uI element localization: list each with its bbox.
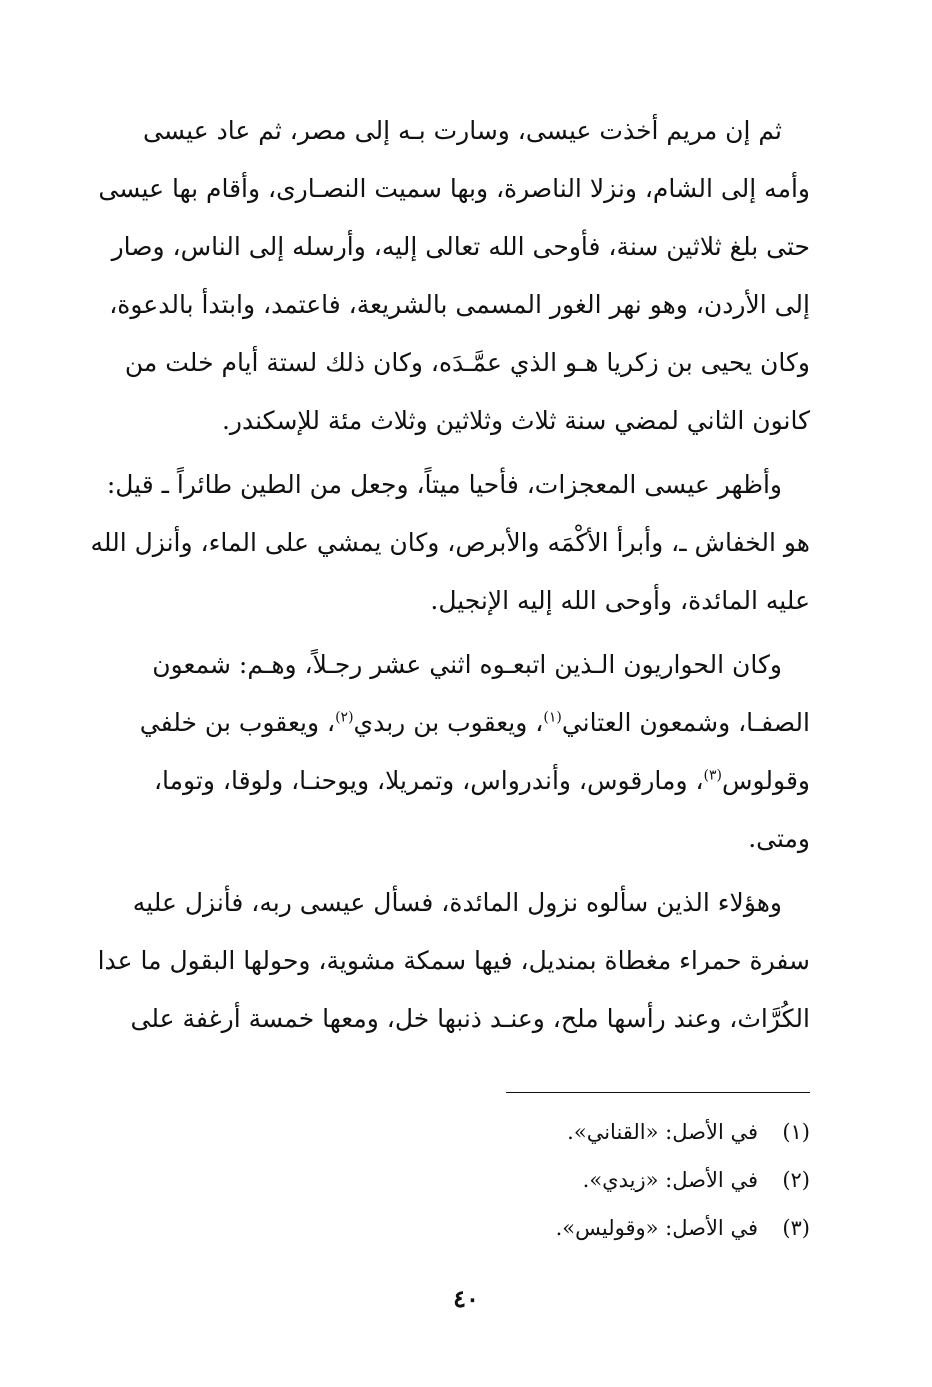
text-line: وهؤلاء الذين سألوه نزول المائدة، فسأل عيسى ربه، فأنزل عليه xyxy=(132,888,782,917)
footnote-2 xyxy=(102,1156,810,1204)
text-segment: ، ومارقوس، وأندرواس، وتمريلا، ويوحنـا، ولوقا، وتوما، xyxy=(153,766,704,795)
footnote-text: في الأصل: «زيدي». xyxy=(582,1168,758,1192)
footnote-text: في الأصل: «القناني». xyxy=(567,1120,758,1144)
text-segment: وقولوس xyxy=(722,766,810,795)
text-line: ومتى. xyxy=(748,824,810,853)
footnote-number: (٢) xyxy=(782,1168,810,1192)
text-segment: ، ويعقوب بن ربدي xyxy=(353,708,544,737)
footnote-number: (٣) xyxy=(782,1216,810,1240)
text-line: هو الخفاش ـ، وأبرأ الأكْمَه والأبرص، وكان يمشي على الماء، وأنزل الله xyxy=(90,528,810,557)
text-segment: الصفـا، وشمعون العتاني xyxy=(561,708,810,737)
footnote-number: (١) xyxy=(782,1120,810,1144)
footnote-3 xyxy=(102,1204,810,1252)
footnote-ref-2[interactable]: (٢) xyxy=(335,709,354,726)
footnote-text: في الأصل: «وقوليس». xyxy=(555,1216,758,1240)
text-line: سفرة حمراء مغطاة بمنديل، فيها سمكة مشوية، وحولها البقول ما عدا xyxy=(97,946,810,975)
paragraph-4 xyxy=(97,874,810,1048)
text-line: ثم إن مريم أخذت عيسى، وسارت بـه إلى مصر، ثم عاد عيسى xyxy=(143,116,782,145)
text-line: إلى الأردن، وهو نهر الغور المسمى بالشريعة، فاعتمد، وابتدأ بالدعوة، xyxy=(109,290,810,319)
text-line: وأظهر عيسى المعجزات، فأحيا ميتاً، وجعل من الطين طائراً ـ قيل: xyxy=(106,470,782,499)
paragraph-3 xyxy=(102,636,810,868)
text-line: وكان الحواريون الـذين اتبعـوه اثني عشر رجـلاً، وهـم: شمعون xyxy=(152,650,782,679)
text-line: حتى بلغ ثلاثين سنة، فأوحى الله تعالى إليه، وأرسله إلى الناس، وصار xyxy=(111,232,810,261)
text-line: عليه المائدة، وأوحى الله إليه الإنجيل. xyxy=(430,586,810,615)
footnote-ref-3[interactable]: (٣) xyxy=(703,767,722,784)
page-number: ٤٠ xyxy=(453,1284,479,1313)
text-line: وكان يحيى بن زكريا هـو الذي عمَّـدَه، وكان ذلك لستة أيام خلت من xyxy=(124,348,810,377)
text-line xyxy=(102,752,810,810)
paragraph-1 xyxy=(98,102,810,450)
footnote-1 xyxy=(102,1108,810,1156)
text-line: الكُرَّاث، وعند رأسها ملح، وعنـد ذنبها خل، ومعها خمسة أرغفة على xyxy=(130,1004,810,1033)
footnote-divider xyxy=(506,1092,810,1093)
footnote-ref-1[interactable]: (١) xyxy=(543,709,562,726)
text-line: وأمه إلى الشام، ونزلا الناصرة، وبها سميت النصـارى، وأقام بها عيسى xyxy=(98,174,810,203)
main-text xyxy=(90,102,810,1048)
text-line: كانون الثاني لمضي سنة ثلاث وثلاثين وثلاث مئة للإسكندر. xyxy=(221,406,810,435)
text-segment: ، ويعقوب بن خلفي xyxy=(139,708,336,737)
footnotes xyxy=(102,1108,810,1252)
text-line xyxy=(102,694,810,752)
paragraph-2 xyxy=(90,456,810,630)
